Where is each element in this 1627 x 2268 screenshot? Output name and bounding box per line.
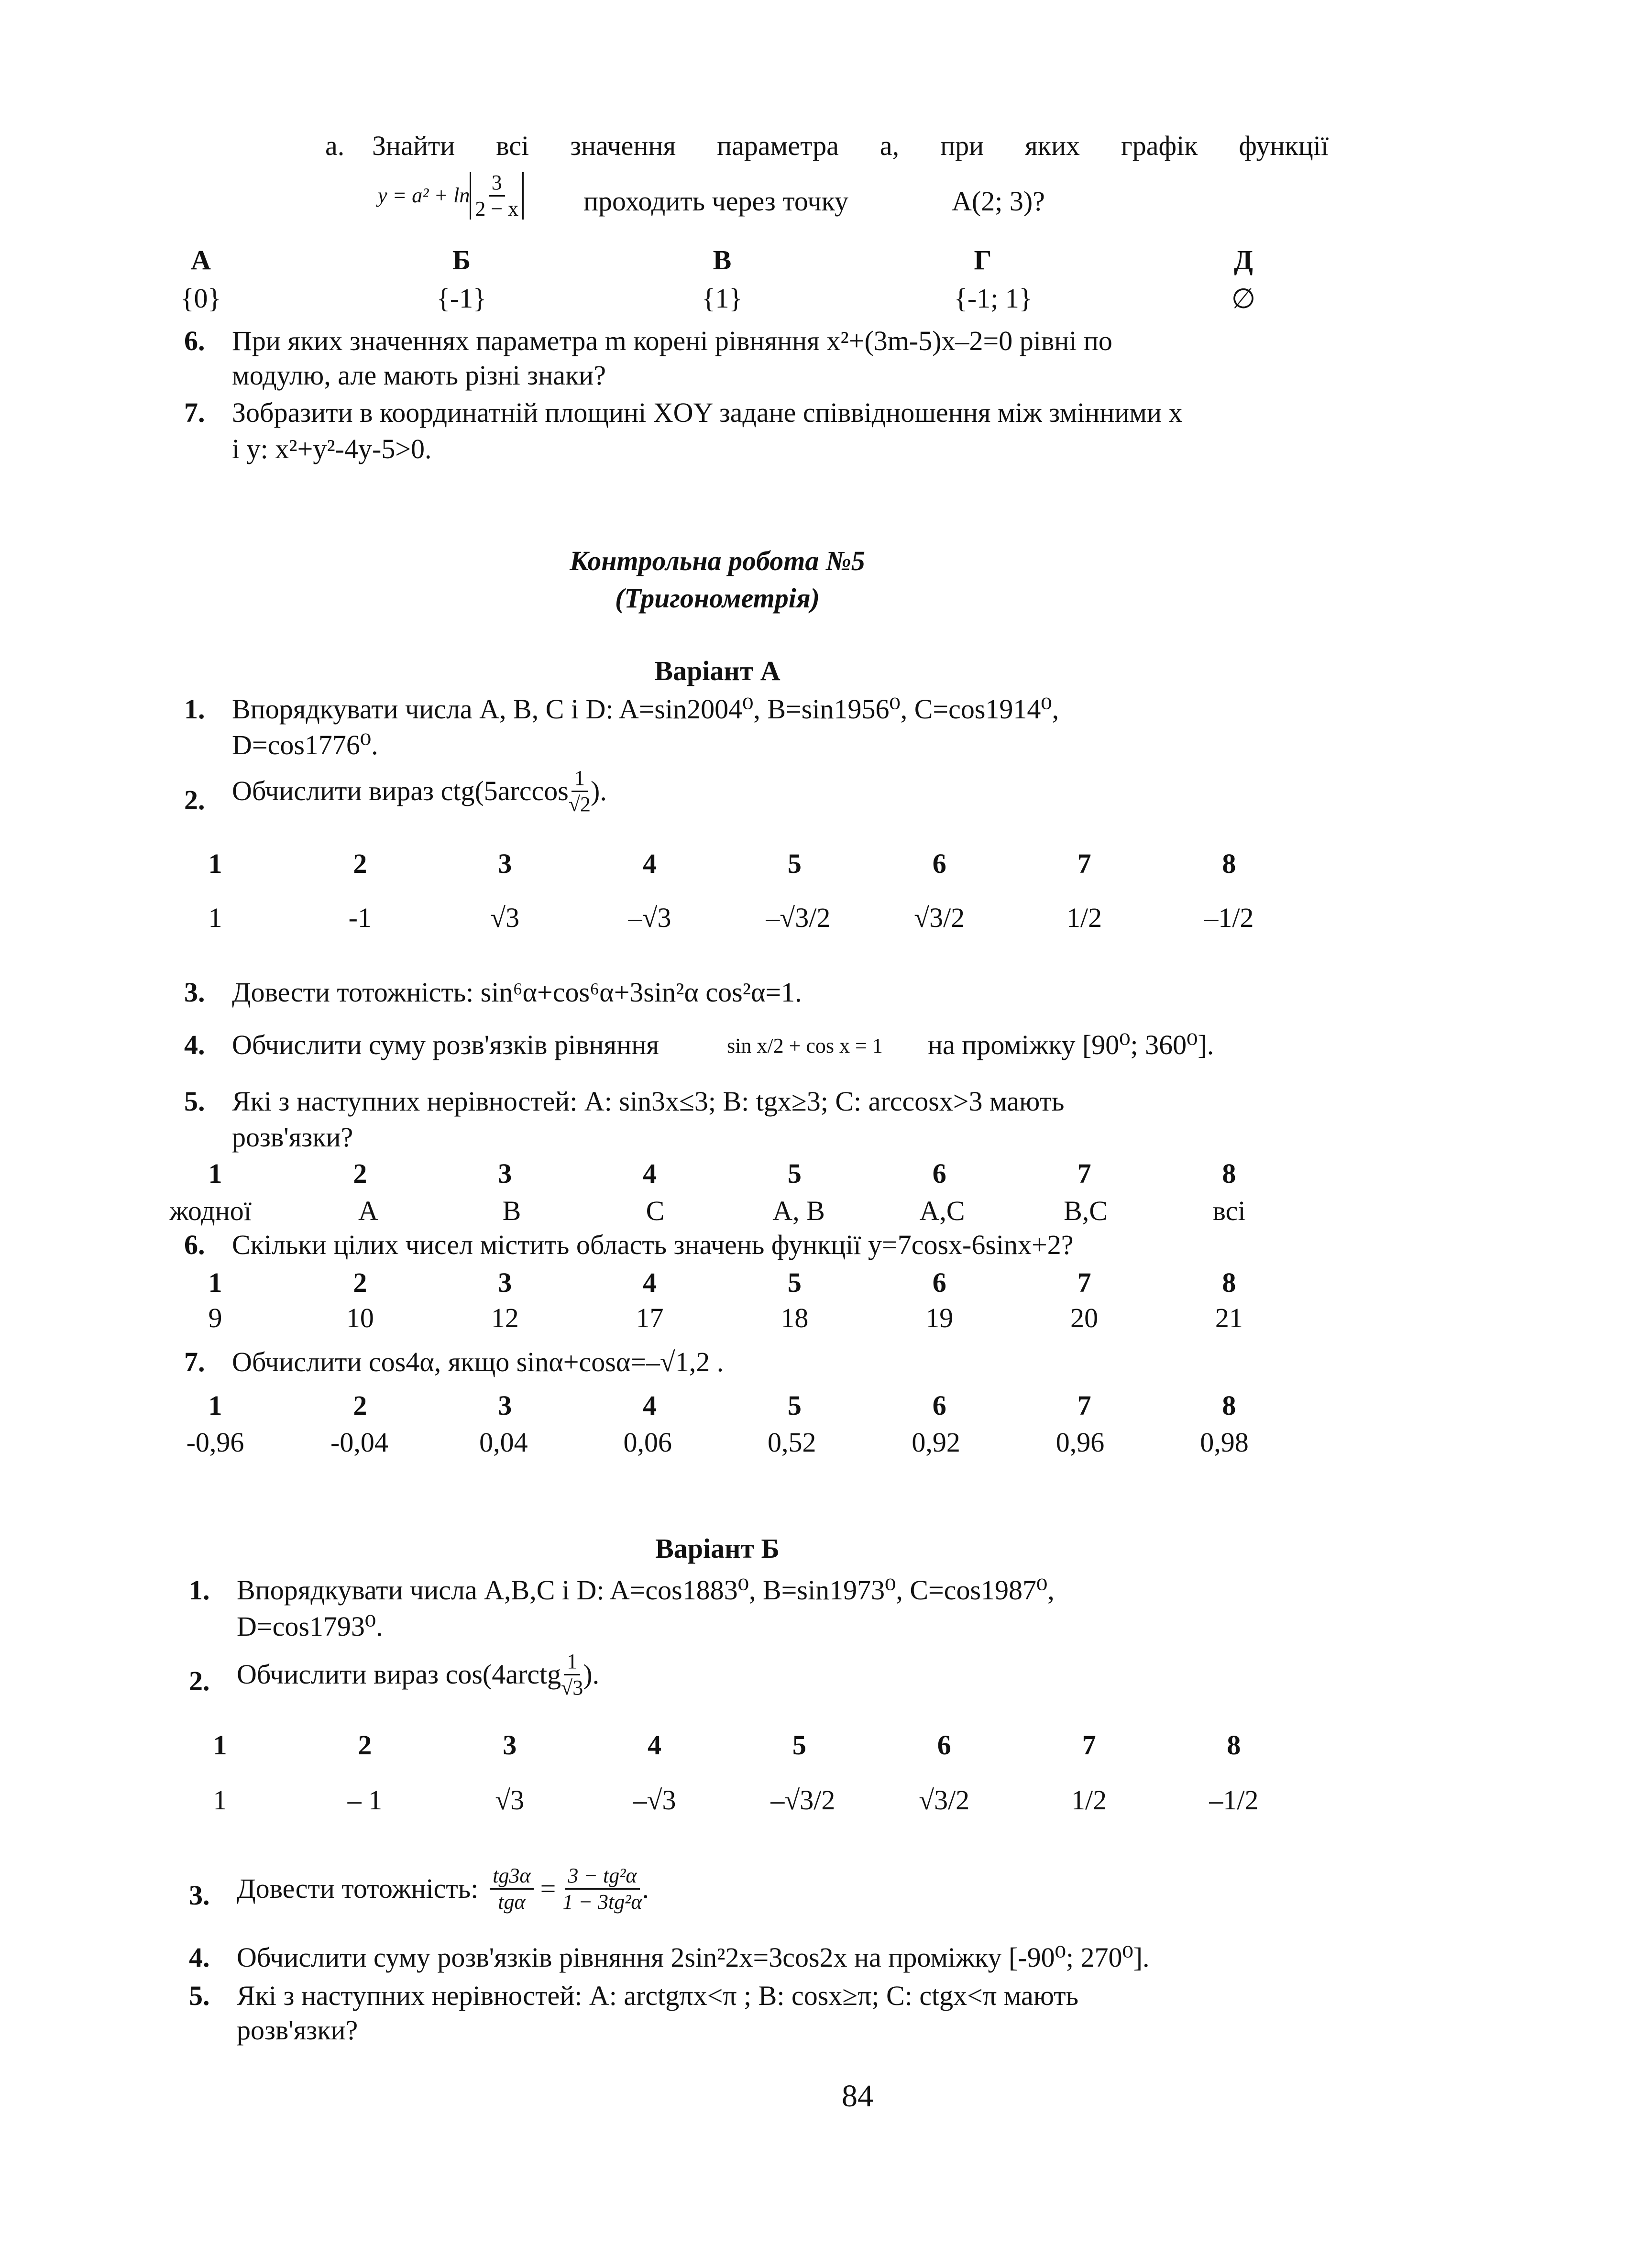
option-number: 8 xyxy=(1222,1390,1236,1421)
variant-b-heading: Варіант Б xyxy=(655,1533,780,1564)
answer-value: {-1; 1} xyxy=(954,283,1033,314)
vb-t3-lhs xyxy=(490,1865,533,1913)
option-number: 1 xyxy=(208,1158,222,1189)
option-number: 8 xyxy=(1222,848,1236,879)
answer-value: {0} xyxy=(180,283,221,314)
task6-line1: При яких значеннях параметра m корені рівняння x²+(3m-5)x–2=0 рівні по xyxy=(232,325,1112,356)
va-t2-numbers xyxy=(187,848,1258,880)
abs-bars xyxy=(470,172,524,220)
option-number: 8 xyxy=(1222,1158,1236,1189)
answer-label: В xyxy=(713,244,732,275)
option-number: 3 xyxy=(498,1158,512,1189)
option-number: 4 xyxy=(643,1158,657,1189)
option-number: 2 xyxy=(353,1158,367,1189)
vb-t1-line2: D=cos1793⁰. xyxy=(237,1611,383,1642)
task6-line2: модулю, але мають різні знаки? xyxy=(232,360,606,391)
option-number: 5 xyxy=(787,848,802,879)
va-t5-line1: Які з наступних нерівностей: A: sin3x≤3; B: tgx≥3; C: arccosx>3 мають xyxy=(232,1086,1065,1117)
option-value: 20 xyxy=(1070,1302,1099,1333)
option-value: 19 xyxy=(925,1302,954,1333)
option-value: –√3/2 xyxy=(770,1784,835,1816)
option-value: 0,52 xyxy=(767,1427,816,1458)
va-t7-values xyxy=(182,1426,1258,1458)
option-value: – 1 xyxy=(347,1784,383,1816)
vb-t2-text: Обчислити вираз cos(4arctg xyxy=(237,1659,561,1690)
task7-line1: Зобразити в координатній площині XOY задане співвідношення між змінними x xyxy=(232,397,1183,428)
option-number: 5 xyxy=(787,1267,802,1298)
option-value: –1/2 xyxy=(1209,1784,1259,1816)
option-value: A xyxy=(358,1195,378,1226)
option-value: 1/2 xyxy=(1066,902,1102,933)
option-number: 6 xyxy=(932,1158,946,1189)
answer-label: Г xyxy=(974,244,992,275)
option-value: -0,96 xyxy=(186,1427,244,1458)
task-a-line2-text: проходить через точку xyxy=(583,186,848,217)
task-a-line1: Знайти всі значення параметра a, при яких графік функції xyxy=(372,130,1329,161)
page-number: 84 xyxy=(842,2079,873,2114)
task-a-point: A(2; 3)? xyxy=(952,186,1045,217)
va-t6-numbers xyxy=(187,1266,1258,1299)
frac-den: 2 − x xyxy=(475,197,519,220)
option-number: 7 xyxy=(1077,1158,1091,1189)
va-t2-close: ). xyxy=(591,775,607,807)
va-t6-num: 6. xyxy=(184,1229,205,1260)
option-number: 4 xyxy=(643,1390,657,1421)
va-t5-numbers xyxy=(187,1157,1258,1189)
option-value: 9 xyxy=(208,1302,222,1333)
option-number: 1 xyxy=(208,1390,222,1421)
vb-t5-line2: розв'язки? xyxy=(237,2015,358,2046)
vb-t2-expr xyxy=(237,1651,599,1698)
option-number: 1 xyxy=(208,848,222,879)
option-value: -0,04 xyxy=(330,1427,388,1458)
option-value: жодної xyxy=(169,1195,252,1226)
frac-den: √3 xyxy=(561,1676,583,1699)
vb-t5-num: 5. xyxy=(189,1980,210,2011)
va-t2-values xyxy=(187,902,1258,934)
option-value: 21 xyxy=(1215,1302,1243,1333)
answer-label: Д xyxy=(1234,244,1253,275)
page-subtitle: (Тригонометрія) xyxy=(615,583,820,614)
va-t2-text: Обчислити вираз ctg(5arccos xyxy=(232,775,569,807)
vb-t1-line1: Впорядкувати числа A,B,C і D: A=cos1883⁰, B=sin1973⁰, C=cos1987⁰, xyxy=(237,1574,1055,1606)
vb-t2-close: ). xyxy=(583,1659,600,1690)
frac-den: 1 − 3tg²α xyxy=(562,1890,642,1914)
option-number: 2 xyxy=(358,1729,372,1761)
va-t6-values xyxy=(187,1302,1258,1334)
va-t3-num: 3. xyxy=(184,977,205,1008)
option-number: 7 xyxy=(1082,1729,1096,1761)
vb-t3-rhs xyxy=(562,1865,642,1913)
option-number: 6 xyxy=(937,1729,951,1761)
vb-t1-num: 1. xyxy=(189,1574,210,1606)
option-number: 3 xyxy=(503,1729,517,1761)
answer-value: {1} xyxy=(702,283,743,314)
frac-num: 1 xyxy=(572,768,588,792)
abs-fraction xyxy=(475,172,518,220)
vb-t2-frac xyxy=(561,1651,583,1698)
frac-num: tg3α xyxy=(490,1865,533,1890)
option-number: 5 xyxy=(787,1158,802,1189)
option-value: A, B xyxy=(772,1195,825,1226)
option-number: 5 xyxy=(787,1390,802,1421)
va-t4-num: 4. xyxy=(184,1029,205,1060)
option-value: 1/2 xyxy=(1071,1784,1107,1816)
va-t6-text: Скільки цілих чисел містить область значень функції y=7cosx-6sinx+2? xyxy=(232,1229,1074,1260)
option-value: -1 xyxy=(348,902,372,933)
va-t4-formula: sin x/2 + cos x = 1 xyxy=(727,1034,883,1057)
option-value: –√3 xyxy=(633,1784,676,1816)
answer-value: ∅ xyxy=(1231,283,1256,314)
option-number: 1 xyxy=(213,1729,227,1761)
vb-t3-expr xyxy=(237,1865,649,1913)
va-t5-values xyxy=(167,1195,1258,1227)
frac-num: 3 − tg²α xyxy=(565,1865,639,1890)
va-t7-numbers xyxy=(187,1389,1258,1421)
option-value: 1 xyxy=(208,902,222,933)
va-t7-text: Обчислити cos4α, якщо sinα+cosα=–√1,2 . xyxy=(232,1346,724,1377)
vb-t4-text: Обчислити суму розв'язків рівняння 2sin²2x=3cos2x на проміжку [-90⁰; 270⁰]. xyxy=(237,1942,1150,1973)
vb-t3-end: . xyxy=(642,1873,649,1905)
option-number: 4 xyxy=(643,848,657,879)
option-value: 0,98 xyxy=(1200,1427,1249,1458)
answer-value: {-1} xyxy=(437,283,486,314)
vb-t2-num: 2. xyxy=(189,1665,210,1696)
va-t2-num: 2. xyxy=(184,784,205,815)
option-value: √3/2 xyxy=(919,1784,970,1816)
option-value: √3 xyxy=(495,1784,525,1816)
variant-a-heading: Варіант А xyxy=(654,655,781,686)
task-a-formula xyxy=(378,172,524,220)
va-t3-text: Довести тотожність: sin⁶α+cos⁶α+3sin²α cos²α=1. xyxy=(232,977,802,1008)
option-number: 2 xyxy=(353,848,367,879)
option-value: B,C xyxy=(1064,1195,1108,1226)
option-value: √3/2 xyxy=(914,902,965,933)
va-t7-num: 7. xyxy=(184,1346,205,1377)
answers-a-labels xyxy=(172,244,1272,276)
option-number: 7 xyxy=(1077,1267,1091,1298)
option-number: 2 xyxy=(353,1390,367,1421)
option-number: 6 xyxy=(932,1390,946,1421)
option-value: A,C xyxy=(919,1195,965,1226)
option-value: √3 xyxy=(490,902,520,933)
option-number: 4 xyxy=(648,1729,662,1761)
option-number: 6 xyxy=(932,1267,946,1298)
option-value: 17 xyxy=(636,1302,664,1333)
vb-t3-text: Довести тотожність: xyxy=(237,1873,479,1905)
answer-label: А xyxy=(191,244,211,275)
option-number: 1 xyxy=(208,1267,222,1298)
option-value: 0,92 xyxy=(912,1427,960,1458)
frac-den: tgα xyxy=(498,1890,526,1914)
task7-num: 7. xyxy=(184,397,205,428)
option-value: –√3/2 xyxy=(766,902,831,933)
option-number: 8 xyxy=(1222,1267,1236,1298)
task6-num: 6. xyxy=(184,325,205,356)
option-number: 3 xyxy=(498,1267,512,1298)
option-value: 1 xyxy=(213,1784,227,1816)
option-value: –1/2 xyxy=(1204,902,1254,933)
task7-line2: і y: x²+y²-4y-5>0. xyxy=(232,433,432,464)
option-number: 8 xyxy=(1227,1729,1241,1761)
va-t1-num: 1. xyxy=(184,694,205,725)
task-a-marker: а. xyxy=(325,130,345,161)
option-number: 3 xyxy=(498,848,512,879)
vb-t4-num: 4. xyxy=(189,1942,210,1973)
option-number: 4 xyxy=(643,1267,657,1298)
answers-a-values xyxy=(172,282,1272,315)
option-value: –√3 xyxy=(628,902,671,933)
vb-t3-eq: = xyxy=(540,1873,556,1905)
frac-num: 1 xyxy=(564,1651,580,1675)
vb-t2-numbers xyxy=(191,1729,1263,1761)
option-number: 7 xyxy=(1077,1390,1091,1421)
vb-t3-num: 3. xyxy=(189,1880,210,1911)
option-value: 18 xyxy=(781,1302,809,1333)
option-value: 0,04 xyxy=(479,1427,528,1458)
va-t1-line1: Впорядкувати числа A, B, C і D: A=sin2004⁰, B=sin1956⁰, C=cos1914⁰, xyxy=(232,694,1059,725)
option-number: 5 xyxy=(792,1729,806,1761)
vb-t5-line1: Які з наступних нерівностей: A: arctgπx<π ; B: cosx≥π; C: ctgx<π мають xyxy=(237,1980,1079,2011)
frac-num: 3 xyxy=(489,172,505,197)
option-number: 2 xyxy=(353,1267,367,1298)
answer-label: Б xyxy=(452,244,471,275)
va-t2-frac xyxy=(569,768,591,815)
option-number: 3 xyxy=(498,1390,512,1421)
frac-den: √2 xyxy=(568,793,591,816)
option-number: 6 xyxy=(932,848,946,879)
option-value: всі xyxy=(1212,1195,1246,1226)
va-t5-num: 5. xyxy=(184,1086,205,1117)
option-value: 10 xyxy=(346,1302,374,1333)
page-title: Контрольна робота №5 xyxy=(570,545,865,576)
option-value: 0,96 xyxy=(1055,1427,1105,1458)
va-t2-expr xyxy=(232,768,607,815)
vb-t2-values xyxy=(191,1784,1263,1816)
option-value: 12 xyxy=(491,1302,519,1333)
option-number: 7 xyxy=(1077,848,1091,879)
va-t5-line2: розв'язки? xyxy=(232,1122,353,1153)
formula-left: y = a² + ln xyxy=(378,184,470,208)
va-t1-line2: D=cos1776⁰. xyxy=(232,729,378,760)
va-t4-before: Обчислити суму розв'язків рівняння xyxy=(232,1029,659,1060)
option-value: B xyxy=(502,1195,521,1226)
option-value: 0,06 xyxy=(623,1427,672,1458)
va-t4-after: на проміжку [90⁰; 360⁰]. xyxy=(928,1029,1214,1060)
option-value: C xyxy=(646,1195,665,1226)
